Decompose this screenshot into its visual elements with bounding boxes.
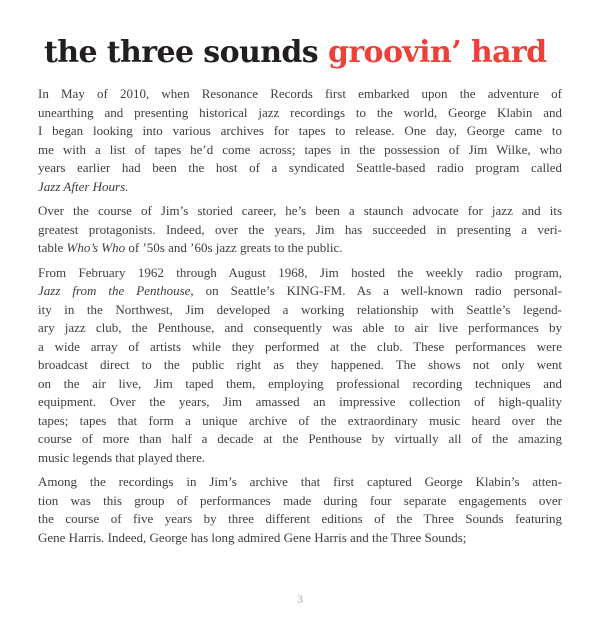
text-line [38,430,562,449]
text-line [38,529,562,548]
text-line [38,449,562,468]
text-segment: tapes; tapes that form a unique archive of the extraordinary music heard over the [38,412,562,428]
text-line [38,202,562,221]
paragraph [38,473,562,547]
text-segment: , on Seattle’s KING-FM. As a well-known radio personal- [190,283,562,298]
italic-text: Jazz After Hours. [38,178,129,194]
text-line [38,356,562,375]
text-segment: I began looking into various archives for tapes to release. One day, George came to [38,123,562,138]
text-segment: of ’50s and ’60s jazz greats to the public. [125,240,343,255]
italic-text: Jazz from the Penthouse [38,283,191,298]
text-line [38,239,562,258]
italic-text: Who’s Who [66,240,126,255]
text-line [38,301,562,320]
text-line [38,178,562,197]
text-segment: on the air live, Jim taped them, employing professional recording techniques and [38,375,562,391]
text-segment: a wide array of artists while they performed at the club. These performances were [38,338,562,354]
text-line [38,264,562,283]
text-segment: Over the course of Jim’s storied career, he’s been a staunch advocate for jazz and its [38,203,562,218]
text-segment: Gene Harris. Indeed, George has long admired Gene Harris and the Three Sounds; [38,529,467,545]
text-line [38,492,562,511]
title-album-text: groovin’ hard [327,35,547,70]
text-line [38,221,562,240]
text-segment: table [38,240,67,255]
text-line [38,412,562,431]
text-segment: equipment. Over the years, Jim amassed an impressive collection of high-quality [38,394,562,409]
text-line [38,282,562,301]
text-line [38,319,562,338]
text-segment: In May of 2010, when Resonance Records first embarked upon the adventure of [38,86,562,101]
text-segment: ity in the Northwest, Jim developed a working relationship with Seattle’s legend- [38,301,562,317]
text-line [38,338,562,357]
paragraph [38,202,562,258]
text-segment: greatest protagonists. Indeed, over the years, Jim has succeeded in presenting a veri- [38,221,562,237]
text-line [38,393,562,412]
page-title [44,36,562,70]
page-number: 3 [297,594,303,606]
text-line [38,375,562,394]
text-segment: me with a list of tapes he’d come across; tapes in the possession of Jim Wilke, who [38,141,562,157]
text-segment: tion was this group of performances made during four separate engagements over [38,492,562,508]
text-segment: broadcast direct to the public right as they happened. The shows not only went [38,357,562,372]
text-line [38,85,562,104]
liner-notes-page [0,36,600,636]
text-segment: the course of five years by three different editions of the Three Sounds featuring [38,511,562,526]
text-segment: From February 1962 through August 1968, Jim hosted the weekly radio program, [38,264,562,280]
text-line [38,141,562,160]
paragraph [38,85,562,196]
text-segment: unearthing and presenting historical jazz recordings to the world, George Klabin and [38,104,562,120]
text-line [38,510,562,529]
text-line [38,473,562,492]
text-segment: music legends that played there. [38,449,206,465]
text-line [38,159,562,178]
text-segment: Among the recordings in Jim’s archive that first captured George Klabin’s atten- [38,474,562,489]
paragraph [38,264,562,468]
text-line [38,122,562,141]
text-segment: years earlier had been the host of a syndicated Seattle-based radio program called [38,160,562,175]
text-line [38,104,562,123]
text-segment: ary jazz club, the Penthouse, and consequently was able to air live performances by [38,320,562,335]
liner-notes-text [38,85,562,547]
title-artist-text: the three sounds [44,35,319,70]
text-segment: course of more than half a decade at the Penthouse by virtually all of the amazing [38,431,562,446]
